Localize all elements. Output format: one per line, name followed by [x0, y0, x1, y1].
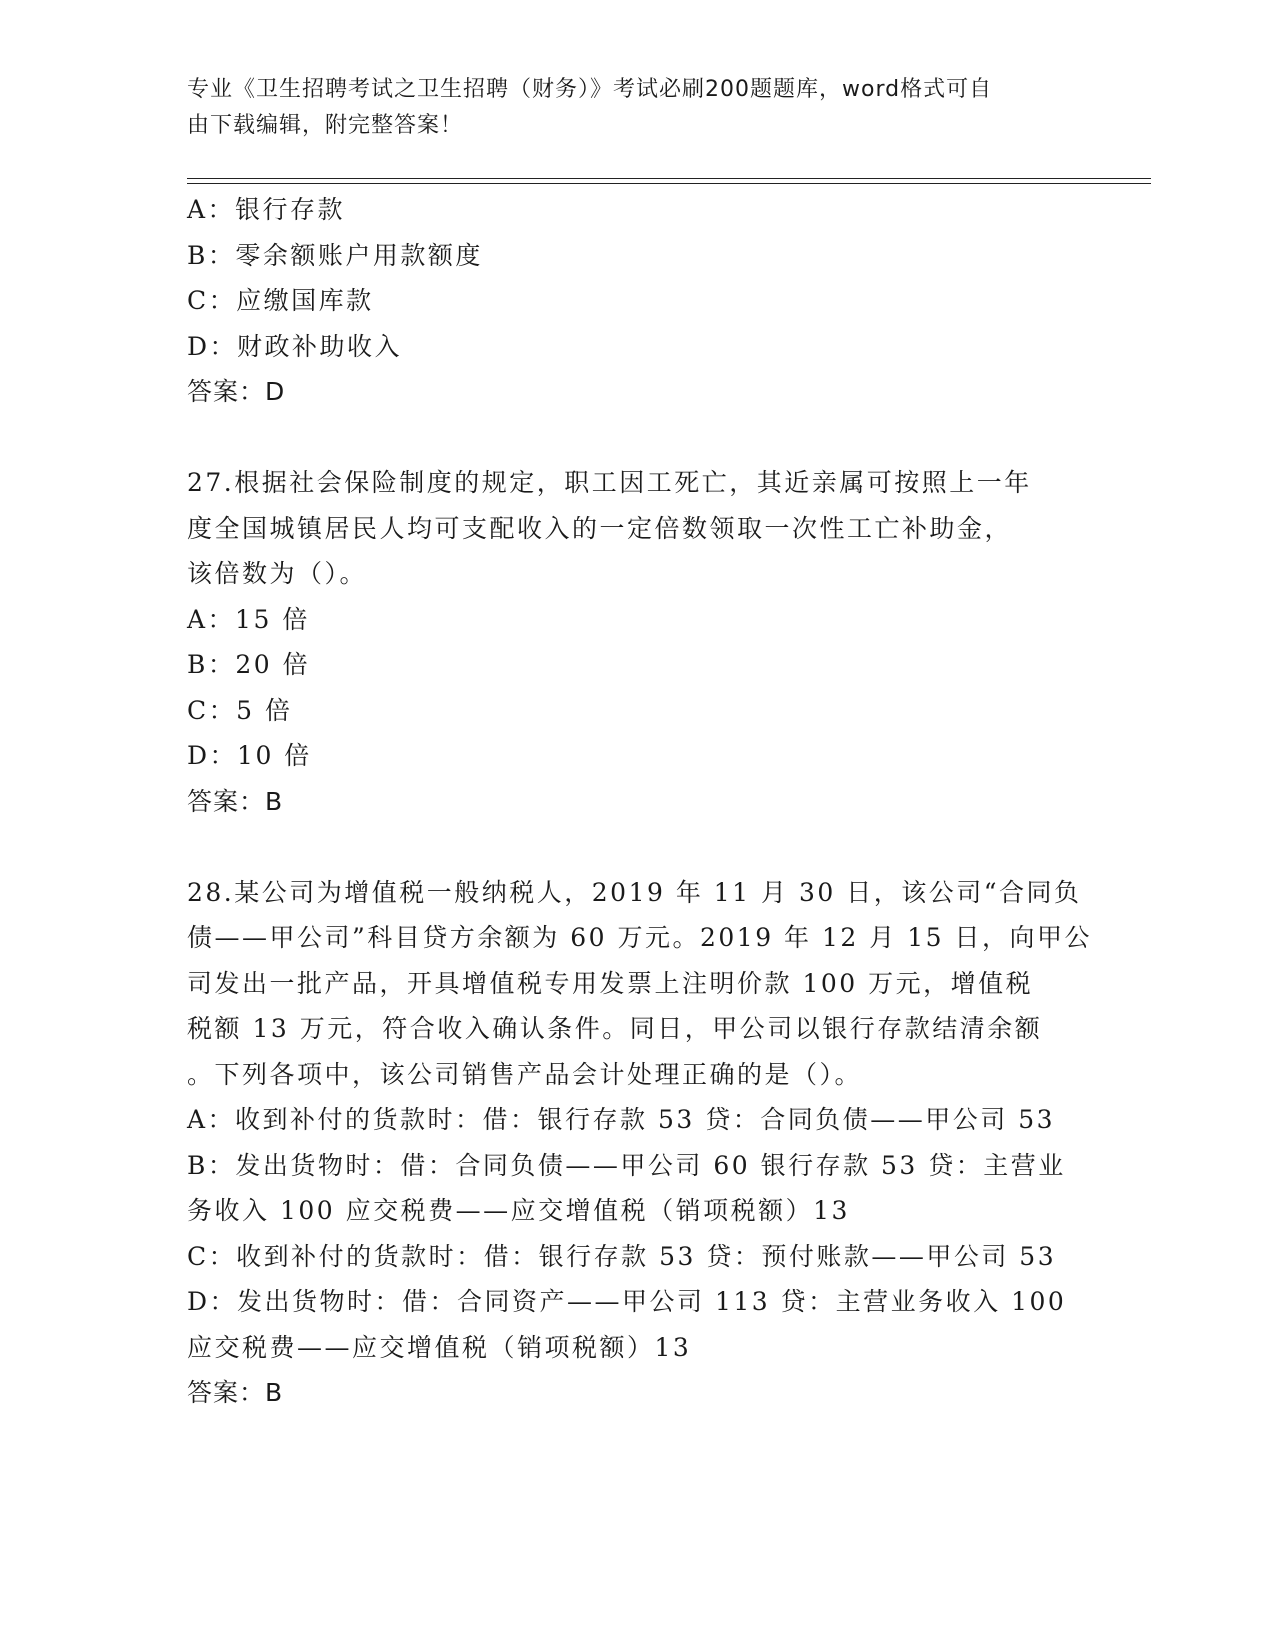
question-27	[187, 460, 1087, 824]
option-c: C：5 倍	[187, 695, 293, 725]
option-d: D：财政补助收入	[187, 331, 403, 361]
question-26-continued	[187, 187, 1087, 415]
header-line-1: 专业《卫生招聘考试之卫生招聘（财务）》考试必刷200题题库，word格式可自	[187, 77, 993, 102]
question-stem-line: 债——甲公司”科目贷方余额为 60 万元。2019 年 12 月 15 日，向甲公	[187, 923, 1092, 952]
question-stem-line: 司发出一批产品，开具增值税专用发票上注明价款 100 万元，增值税	[187, 968, 1034, 998]
answer-line: 答案：B	[187, 1378, 284, 1407]
question-stem-line: 度全国城镇居民人均可支配收入的一定倍数领取一次性工亡补助金，	[187, 513, 1013, 543]
option-b: B：20 倍	[187, 650, 311, 679]
spacer	[187, 415, 1087, 461]
option-a: A：收到补付的货款时：借：银行存款 53 贷：合同负债——甲公司 53	[187, 1105, 1056, 1134]
option-b: B：发出货物时：借：合同负债——甲公司 60 银行存款 53 贷：主营业	[187, 1150, 1066, 1180]
question-28	[187, 870, 1092, 1416]
question-stem-line: 该倍数为（）。	[187, 559, 368, 588]
option-b-continued: 务收入 100 应交税费——应交增值税（销项税额）13	[187, 1196, 850, 1225]
question-stem-line: 。下列各项中，该公司销售产品会计处理正确的是（）。	[187, 1059, 863, 1089]
option-a: A：15 倍	[187, 604, 310, 634]
option-c: C：收到补付的货款时：借：银行存款 53 贷：预付账款——甲公司 53	[187, 1241, 1057, 1271]
answer-line: 答案：D	[187, 377, 286, 406]
option-a: A：银行存款	[187, 195, 346, 224]
question-stem-line: 27.根据社会保险制度的规定，职工因工死亡，其近亲属可按照上一年	[187, 468, 1032, 497]
spacer	[187, 824, 1087, 870]
option-d: D：10 倍	[187, 741, 312, 770]
option-b: B：零余额账户用款额度	[187, 240, 483, 270]
header-divider-bottom	[187, 183, 1151, 184]
document-body	[187, 187, 1092, 1416]
document-header	[187, 72, 1087, 144]
header-divider-top	[187, 178, 1151, 179]
question-stem-line: 税额 13 万元，符合收入确认条件。同日，甲公司以银行存款结清余额	[187, 1014, 1043, 1043]
answer-line: 答案：B	[187, 786, 284, 816]
question-stem-line: 28.某公司为增值税一般纳税人，2019 年 11 月 30 日，该公司“合同负	[187, 877, 1082, 907]
header-line-2: 由下载编辑，附完整答案！	[187, 113, 464, 138]
option-d: D：发出货物时：借：合同资产——甲公司 113 贷：主营业务收入 100	[187, 1287, 1067, 1316]
option-c: C：应缴国库款	[187, 286, 374, 315]
option-d-continued: 应交税费——应交增值税（销项税额）13	[187, 1332, 692, 1362]
